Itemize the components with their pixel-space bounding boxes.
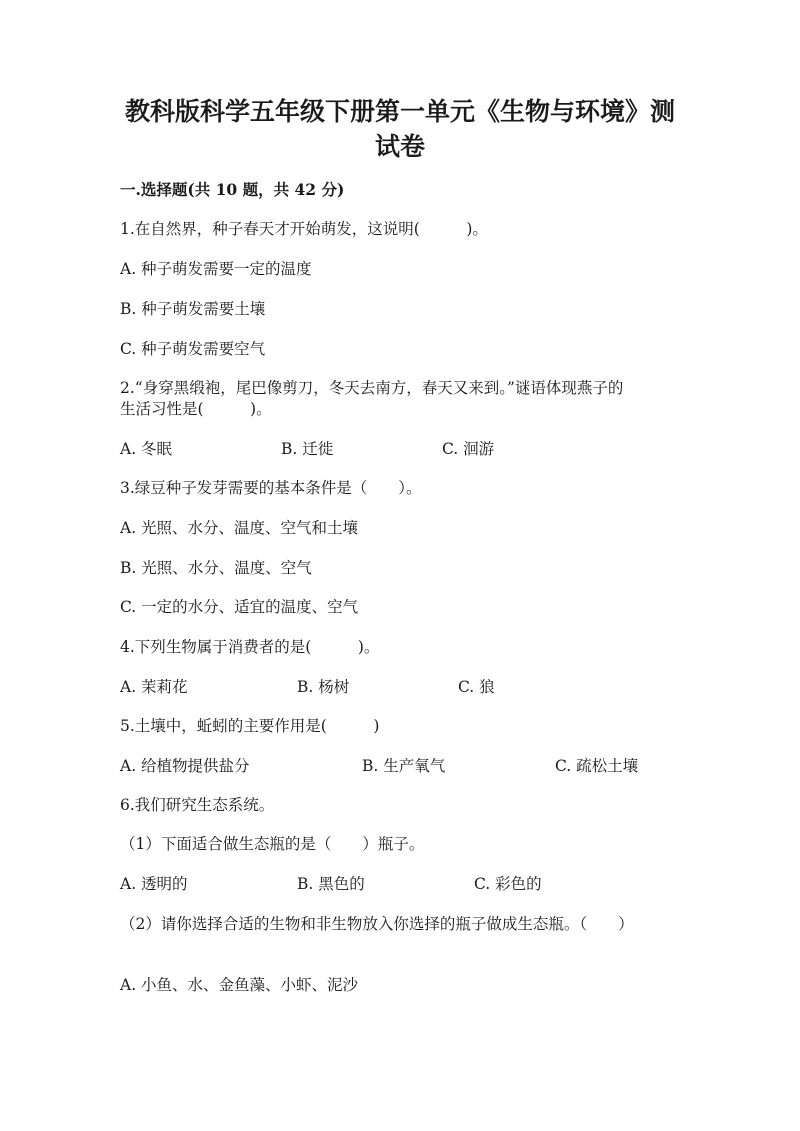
page-title-line-2: 试卷 bbox=[374, 132, 425, 161]
question-1-option-b: B. 种子萌发需要土壤 bbox=[120, 300, 266, 318]
question-6-sub-1-option-b: B. 黑色的 bbox=[297, 875, 365, 893]
question-4-option-a: A. 茉莉花 bbox=[120, 678, 188, 696]
question-5-option-b: B. 生产氧气 bbox=[362, 757, 446, 775]
question-6-sub-1-option-c: C. 彩色的 bbox=[474, 875, 542, 893]
question-6-sub-1-option-a: A. 透明的 bbox=[120, 875, 188, 893]
question-6-stem: 6.我们研究生态系统。 bbox=[120, 796, 275, 814]
question-4-stem: 4.下列生物属于消费者的是( )。 bbox=[120, 638, 380, 656]
question-6-sub-2-option-a: A. 小鱼、水、金鱼藻、小虾、泥沙 bbox=[120, 976, 359, 994]
question-2-stem-line-1: 2.“身穿黑缎袍，尾巴像剪刀，冬天去南方，春天又来到。”谜语体现燕子的 bbox=[120, 379, 624, 397]
question-2-option-a: A. 冬眠 bbox=[120, 440, 173, 458]
question-2-stem-line-2: 生活习性是( )。 bbox=[120, 400, 272, 418]
question-4-option-b: B. 杨树 bbox=[297, 678, 350, 696]
question-2-option-b: B. 迁徙 bbox=[281, 440, 334, 458]
question-5-option-c: C. 疏松土壤 bbox=[555, 757, 639, 775]
question-4-option-c: C. 狼 bbox=[458, 678, 495, 696]
section-heading: 一.选择题(共 10 题，共 42 分) bbox=[120, 180, 345, 199]
question-2-option-c: C. 洄游 bbox=[442, 440, 495, 458]
question-6-sub-2-stem: （2）请你选择合适的生物和非生物放入你选择的瓶子做成生态瓶。（ ） bbox=[120, 915, 634, 933]
question-3-option-b: B. 光照、水分、温度、空气 bbox=[120, 559, 312, 577]
question-3-option-a: A. 光照、水分、温度、空气和土壤 bbox=[120, 519, 359, 537]
question-5-stem: 5.土壤中，蚯蚓的主要作用是( ) bbox=[120, 717, 380, 735]
question-3-stem: 3.绿豆种子发芽需要的基本条件是（ ）。 bbox=[120, 479, 422, 497]
question-1-option-c: C. 种子萌发需要空气 bbox=[120, 340, 266, 358]
question-5-option-a: A. 给植物提供盐分 bbox=[120, 757, 250, 775]
question-3-option-c: C. 一定的水分、适宜的温度、空气 bbox=[120, 598, 359, 616]
question-6-sub-1-stem: （1）下面适合做生态瓶的是（ ）瓶子。 bbox=[120, 835, 425, 853]
page-title-line-1: 教科版科学五年级下册第一单元《生物与环境》测 bbox=[124, 97, 675, 126]
question-1-option-a: A. 种子萌发需要一定的温度 bbox=[120, 260, 312, 278]
question-1-stem: 1.在自然界，种子春天才开始萌发，这说明( )。 bbox=[120, 220, 488, 238]
